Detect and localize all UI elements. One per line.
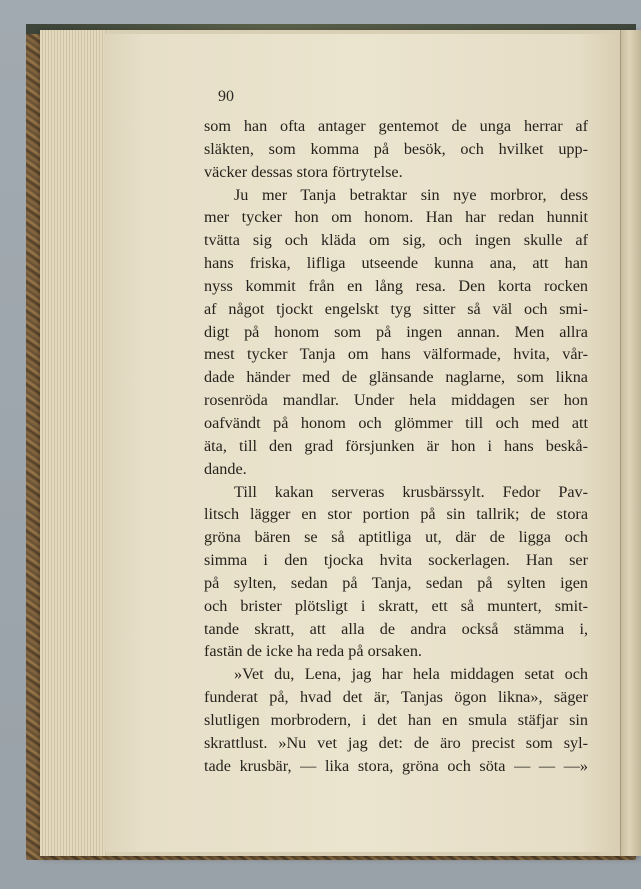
text-line: släkten, som komma på besök, och hvilket upp- xyxy=(204,139,588,158)
text-line: digt på honom som på ingen annan. Men allra xyxy=(204,322,588,341)
text-line: Till kakan serveras krusbärssylt. Fedor Pav- xyxy=(234,482,588,501)
text-line: äta, till den grad försjunken är hon i hans beskå- xyxy=(204,436,588,455)
text-line: dade händer med de glänsande naglarne, som likna xyxy=(204,368,588,387)
text-line: gröna bären se så aptitliga ut, där de ligga och xyxy=(204,528,588,547)
text-line: nyss kommit från en lång resa. Den korta rocken xyxy=(204,276,588,295)
text-line: af något tjockt engelskt tyg sitter så väl och smi- xyxy=(204,299,588,318)
text-line: som han ofta antager gentemot de unga herrar af xyxy=(204,117,588,135)
text-line: mest tycker Tanja om hans välformade, hvita, vår- xyxy=(204,345,588,364)
text-line: på sylten, sedan på Tanja, sedan på sylten igen xyxy=(204,573,588,592)
text-line: Ju mer Tanja betraktar sin nye morbror, dess xyxy=(234,185,588,204)
text-line: rosenröda mandlar. Under hela middagen ser hon xyxy=(204,391,588,410)
page-right-edge xyxy=(620,30,641,856)
text-line: simma i den tjocka hvita sockerlagen. Han ser xyxy=(204,551,588,570)
text-line: litsch lägger en stor portion på sin tallrik; de stora xyxy=(204,505,588,524)
text-line: och brister plötsligt i skratt, ett så muntert, smit- xyxy=(204,596,588,615)
page-text-body xyxy=(204,115,588,777)
page-edges xyxy=(40,30,106,856)
text-line: oafvändt på honom och glömmer till och med att xyxy=(204,413,588,432)
text-line: »Vet du, Lena, jag har hela middagen setat och xyxy=(234,665,588,684)
page-number: 90 xyxy=(218,88,234,105)
text-line: slutligen morbrodern, i det han en smula stäfjar sin xyxy=(204,710,588,729)
text-line: tande skratt, att alla de andra också stämma i, xyxy=(204,619,588,638)
text-line: mer tycker hon om honom. Han har redan hunnit xyxy=(204,208,588,227)
text-line: hans friska, lifliga utseende kunna ana, att han xyxy=(204,254,588,273)
text-line: dande. xyxy=(204,459,247,478)
text-line: fastän de icke ha reda på orsaken. xyxy=(204,642,422,661)
text-line: tvätta sig och kläda om sig, och ingen skulle af xyxy=(204,231,588,250)
text-line: väcker dessas stora förtrytelse. xyxy=(204,162,403,181)
text-line: funderat på, hvad det är, Tanjas ögon likna», säger xyxy=(204,688,588,707)
text-line: skrattlust. »Nu vet jag det: de äro precist som syl- xyxy=(204,733,588,752)
text-line: tade krusbär, — lika stora, gröna och söta — — —» xyxy=(204,756,588,775)
